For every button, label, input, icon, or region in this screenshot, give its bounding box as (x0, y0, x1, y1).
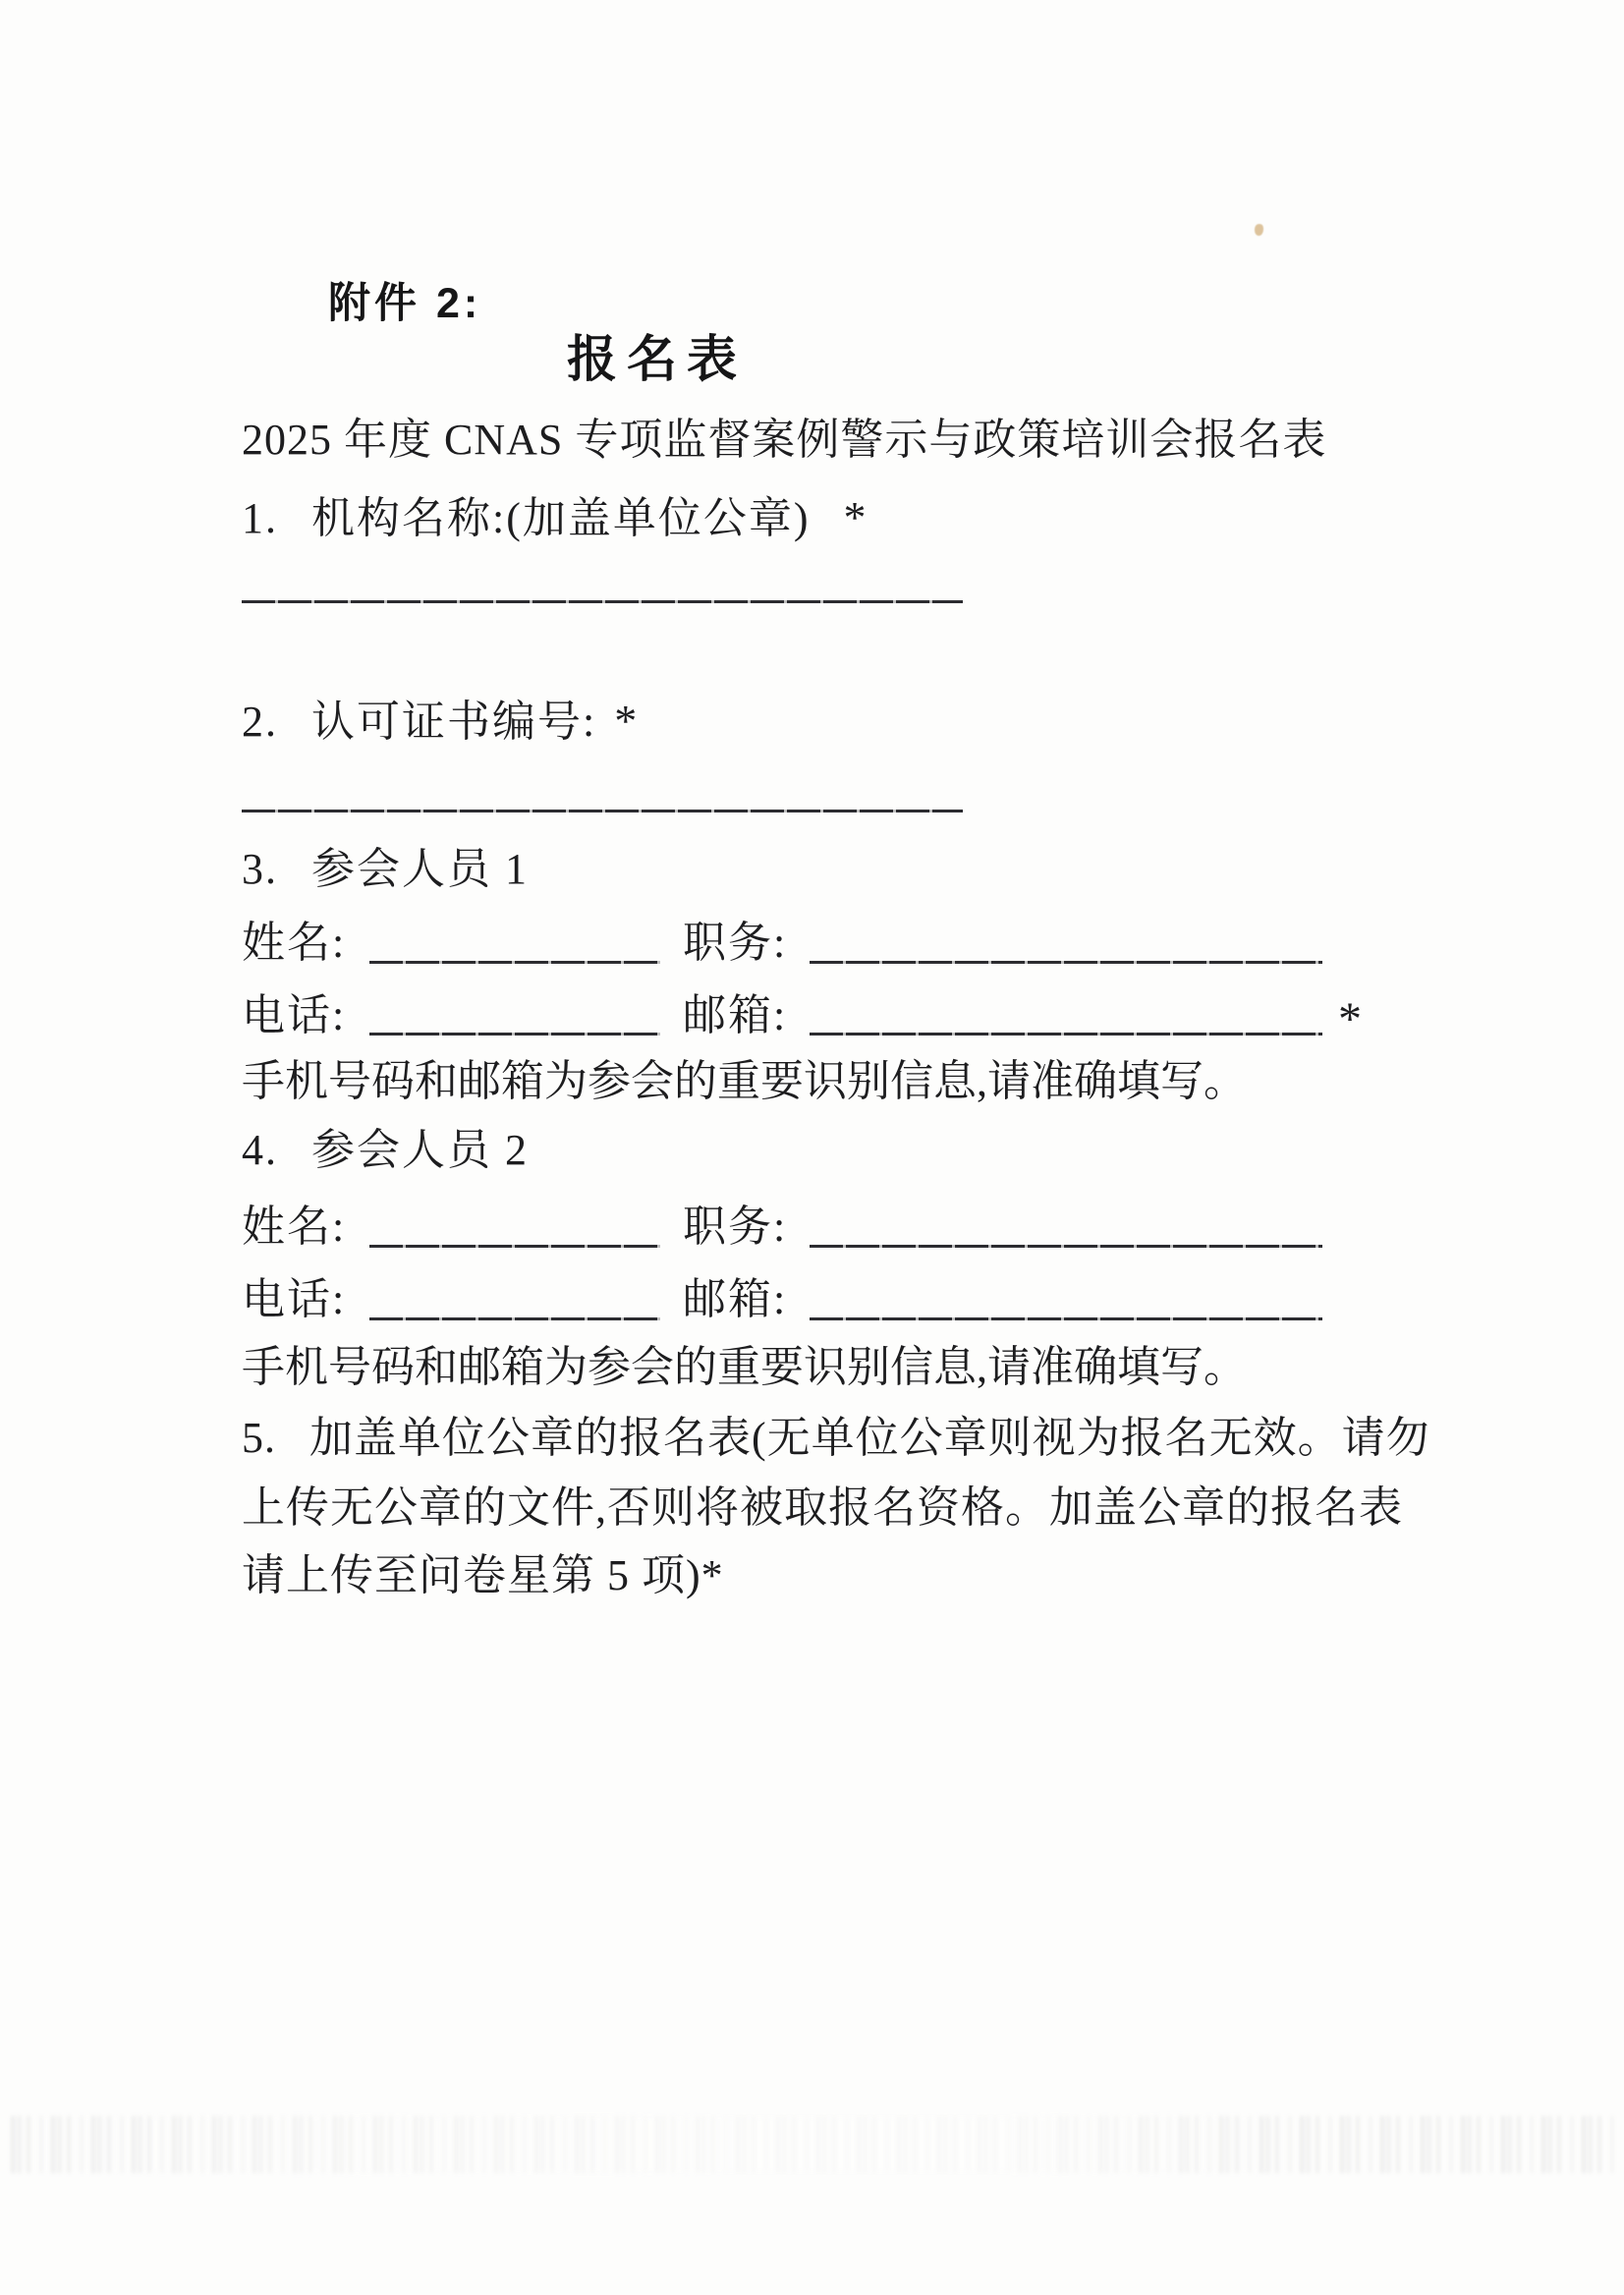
form-title: 报名表 (567, 331, 748, 387)
item-4-number: 4. (242, 1126, 278, 1174)
item-5-line-1 (242, 1415, 1430, 1462)
person2-name-label: 姓名: (242, 1203, 347, 1251)
item-3-number: 3. (242, 845, 278, 893)
attachment-label: 附件 2: (328, 280, 482, 327)
person1-phone-label: 电话: (242, 991, 347, 1039)
person2-name-blank (369, 1245, 660, 1248)
item-1-required-marker: * (843, 492, 868, 542)
item-1-label: 机构名称:(加盖单位公章) (311, 494, 811, 542)
person2-phone-label: 电话: (242, 1275, 347, 1323)
person1-name-label: 姓名: (242, 919, 347, 967)
item-5-line-3: 请上传至问卷星第 5 项)* (242, 1551, 724, 1599)
person2-note: 手机号码和邮箱为参会的重要识别信息,请准确填写。 (242, 1343, 1247, 1391)
item-2-number: 2. (242, 698, 278, 746)
person2-title-label: 职务: (683, 1203, 788, 1251)
item-1-blank-line (242, 600, 963, 603)
person1-title-label: 职务: (683, 919, 788, 967)
person2-email-label: 邮箱: (683, 1275, 788, 1323)
person2-email-blank (810, 1317, 1322, 1320)
item-5-text-1: 加盖单位公章的报名表(无单位公章则视为报名无效。请勿 (309, 1414, 1430, 1462)
item-5-number: 5. (242, 1414, 276, 1462)
item-2-required-marker: * (614, 696, 640, 746)
person1-email-blank (810, 1033, 1322, 1036)
person2-title-blank (810, 1245, 1322, 1248)
item-1-number: 1. (242, 494, 278, 542)
item-2 (242, 697, 639, 746)
item-1 (242, 493, 868, 542)
item-2-label: 认可证书编号: (311, 698, 597, 746)
person1-phone-blank (369, 1033, 660, 1036)
person1-email-label: 邮箱: (683, 991, 788, 1039)
item-3-label: 参会人员 1 (311, 845, 529, 893)
item-5-line-2: 上传无公章的文件,否则将被取报名资格。加盖公章的报名表 (242, 1483, 1403, 1532)
person1-name-blank (369, 961, 660, 964)
scan-speck (1255, 224, 1263, 236)
person2-phone-blank (369, 1317, 660, 1320)
person1-title-blank (810, 961, 1322, 964)
person1-required-marker: * (1338, 993, 1362, 1045)
form-subtitle: 2025 年度 CNAS 专项监督案例警示与政策培训会报名表 (242, 416, 1327, 464)
item-3 (242, 846, 529, 893)
page-bleed-through-noise (12, 2116, 1613, 2173)
item-2-blank-line (242, 810, 963, 812)
item-4 (242, 1127, 529, 1174)
item-4-label: 参会人员 2 (311, 1126, 529, 1174)
person1-note: 手机号码和邮箱为参会的重要识别信息,请准确填写。 (242, 1057, 1247, 1105)
